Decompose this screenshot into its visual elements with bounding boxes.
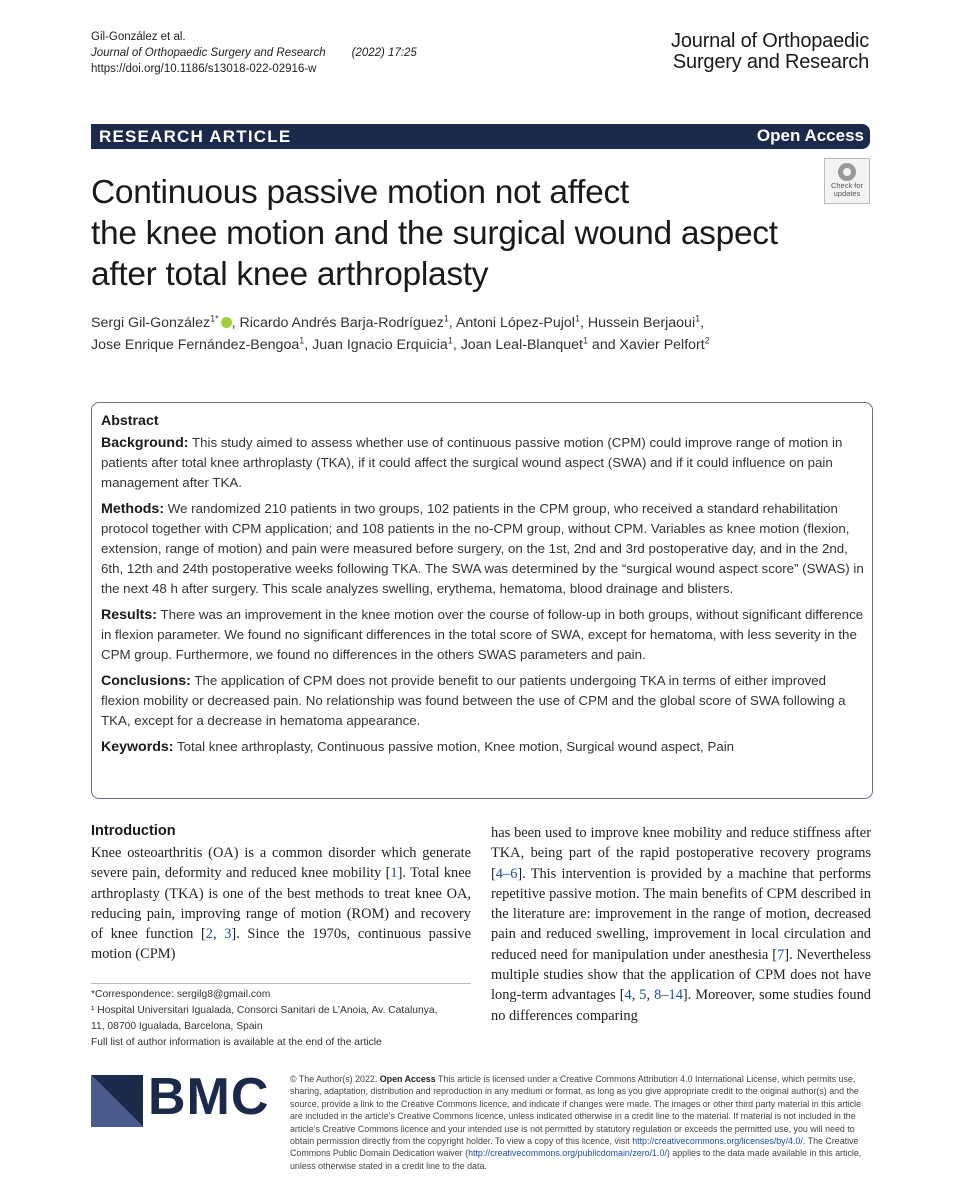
author-name[interactable]: and Xavier Pelfort xyxy=(587,337,705,353)
check-updates-line2: updates xyxy=(833,189,861,198)
author-name[interactable]: Jose Enrique Fernández-Bengoa xyxy=(91,337,300,353)
citation-link[interactable]: 1 xyxy=(390,865,398,882)
license-link[interactable]: http://creativecommons.org/licenses/by/4.0/ xyxy=(632,1136,803,1147)
author-affil-sup: 1 xyxy=(695,313,701,324)
intro-text: ]. This intervention is provided by a machine that performs repetitive passive motion. The main benefits of CPM described in the literature are: improvement in the range of motion, decreased pain and reduced swelling, improvement in local circulation and reduced need for manipulation under anesthesia [ xyxy=(491,865,871,963)
title-line1: Continuous passive motion not affect xyxy=(91,174,629,211)
citation-link[interactable]: 4–6 xyxy=(495,865,518,882)
correspondence[interactable]: *Correspondence: sergilg8@gmail.com xyxy=(91,989,271,1000)
bmc-logo-icon xyxy=(91,1075,143,1127)
open-access-label: Open Access xyxy=(756,126,864,145)
license-text: ) applies to the data made available in this article, unless otherwise stated in a credit line to the data. xyxy=(290,1148,862,1171)
author-affil-sup: 1 xyxy=(443,313,449,324)
intro-text: Knee osteoarthritis (OA) is a common disorder which generate severe pain, deformity and reduced knee mobility [ xyxy=(91,845,471,882)
citation-link[interactable]: 4 xyxy=(624,987,632,1004)
orcid-icon[interactable] xyxy=(221,317,232,328)
author-affil-sup: 1 xyxy=(582,335,588,346)
abstract-background xyxy=(101,433,864,493)
author-affil-sup: 1 xyxy=(299,335,305,346)
footnote-divider xyxy=(91,983,471,984)
author-list xyxy=(91,312,871,356)
intro-text: ]. Total knee arthroplasty (TKA) is one of the best methods to treat knee OA, reducing pain, improving range of motion (ROM) and recovery of knee function [ xyxy=(91,865,471,943)
intro-column-right xyxy=(491,823,871,1026)
citation-link[interactable]: 2 xyxy=(205,926,213,943)
journal-title-line1: Journal of Orthopaedic xyxy=(671,30,869,52)
author-separator: , xyxy=(700,315,705,331)
license-text: . The Creative Commons Public Domain Dedication waiver ( xyxy=(290,1136,859,1159)
abstract-heading: Abstract xyxy=(101,413,159,429)
author-affil-sup: 1 xyxy=(574,313,580,324)
introduction-heading: Introduction xyxy=(91,823,176,839)
background-label: Background: xyxy=(101,435,189,451)
license-statement xyxy=(290,1073,875,1172)
footnotes xyxy=(91,987,471,1051)
intro-text: , xyxy=(212,926,225,943)
author-name[interactable]: Sergi Gil-González xyxy=(91,315,211,331)
affiliation-line1: ¹ Hospital Universitari Igualada, Consorci Sanitari de L’Anoia, Av. Catalunya, xyxy=(91,1005,438,1016)
author-name[interactable]: , Joan Leal-Blanquet xyxy=(452,337,583,353)
conclusions-label: Conclusions: xyxy=(101,673,191,689)
bmc-logo-text: BMC xyxy=(148,1068,270,1126)
article-title xyxy=(91,172,881,295)
abstract-box xyxy=(91,402,873,799)
affiliation-line2: 11, 08700 Igualada, Barcelona, Spain xyxy=(91,1021,263,1032)
author-affil-sup: 1* xyxy=(210,313,219,324)
citation-link[interactable]: 3 xyxy=(224,926,232,943)
methods-text: We randomized 210 patients in two groups, 102 patients in the CPM group, who received a standard rehabilitation protocol together with CPM application; and 108 patients in the no-CPM group, without CPM. Variables as knee motion (flexion, extension, range of motion) and pain were measured before surgery, on the 1st, 2nd and 3rd postoperative day, and in the 2nd, 6th, 12th and 24th postoperative weeks following TKA. The SWA was determined by the “surgical wound aspect score” (SWAS) in the next 48 h after surgery. This scale analyzes swelling, erythema, hematoma, blood drainage and blisters. xyxy=(101,501,864,596)
abstract-keywords xyxy=(101,737,864,757)
abstract-conclusions xyxy=(101,671,864,731)
author-name[interactable]: , Juan Ignacio Erquicia xyxy=(304,337,448,353)
check-updates-line1: Check for xyxy=(830,181,864,190)
background-text: This study aimed to assess whether use of continuous passive motion (CPM) could improve range of motion in patients after total knee arthroplasty (TKA), if it could affect the surgical wound aspect (SWA) and if it could influence on pain management after TKA. xyxy=(101,435,843,490)
keywords-label: Keywords: xyxy=(101,739,174,755)
journal-title xyxy=(671,31,869,73)
full-author-list-note: Full list of author information is available at the end of the article xyxy=(91,1037,382,1048)
intro-text: , xyxy=(646,987,655,1004)
abstract-results xyxy=(101,605,864,665)
abstract-methods xyxy=(101,499,864,599)
title-line2: the knee motion and the surgical wound aspect xyxy=(91,215,778,252)
intro-text: ]. Nevertheless multiple studies show that the application of CPM does not have long-term advantages [ xyxy=(491,946,872,1004)
author-affil-sup: 1 xyxy=(447,335,453,346)
article-type-banner xyxy=(91,124,870,149)
publicdomain-link[interactable]: http://creativecommons.org/publicdomain/zero/1.0/ xyxy=(468,1148,667,1159)
header-authors: Gil-González et al. xyxy=(91,31,186,43)
results-text: There was an improvement in the knee motion over the course of follow-up in both groups, without significant difference in flexion parameter. We found no significant differences in the total score of SWA, except for hematoma, with less severity in the CPM group. Furthermore, we found no differences in the others SWAS parameters and pain. xyxy=(101,607,864,662)
header-journal: Journal of Orthopaedic Surgery and Research xyxy=(91,47,326,59)
intro-text: has been used to improve knee mobility and reduce stiffness after TKA, being part of the rapid postoperative recovery programs [ xyxy=(491,825,871,882)
author-name[interactable]: , Antoni López-Pujol xyxy=(448,315,575,331)
journal-title-line2: Surgery and Research xyxy=(672,51,869,73)
header-volume: (2022) 17:25 xyxy=(351,47,417,59)
intro-text: ]. Since the 1970s, continuous passive motion (CPM) xyxy=(91,926,471,963)
methods-label: Methods: xyxy=(101,501,165,517)
intro-text: , xyxy=(631,987,640,1004)
citation-link[interactable]: 7 xyxy=(777,946,785,963)
intro-column-left xyxy=(91,843,471,965)
author-affil-sup: 2 xyxy=(704,335,710,346)
license-open-access: Open Access xyxy=(379,1074,436,1084)
author-name[interactable]: , Ricardo Andrés Barja-Rodríguez xyxy=(231,315,444,331)
license-text: This article is licensed under a Creative Commons Attribution 4.0 International License, which permits use, sharing, adaptation, distribution and reproduction in any medium or format, as long as you give appropriate credit to the original author(s) and the source, provide a link to the Creative Commons licence, and indicate if changes were made. The images or other third party material in this article are included in the article’s Creative Commons licence, unless indicated otherwise in a credit line to the material. If material is not included in the article’s Creative Commons licence and your intended use is not permitted by statutory regulation or exceeds the permitted use, you will need to obtain permission directly from the copyright holder. To view a copy of this licence, visit xyxy=(290,1074,862,1147)
citation-link[interactable]: 8–14 xyxy=(654,987,683,1004)
running-header xyxy=(91,29,417,77)
conclusions-text: The application of CPM does not provide benefit to our patients undergoing TKA in terms of either improved flexion mobility or decreased pain. No relationship was found between the use of CPM and the global score of SWA following a TKA, except for a decrease in hematoma appearance. xyxy=(101,673,846,728)
author-name[interactable]: , Hussein Berjaoui xyxy=(579,315,696,331)
copyright: © The Author(s) 2022. xyxy=(290,1074,378,1084)
header-doi-link[interactable]: https://doi.org/10.1186/s13018-022-02916-w xyxy=(91,63,317,75)
citation-link[interactable]: 5 xyxy=(639,987,647,1004)
keywords-text: Total knee arthroplasty, Continuous passive motion, Knee motion, Surgical wound aspect, Pain xyxy=(177,739,735,754)
results-label: Results: xyxy=(101,607,157,623)
article-type-label: RESEARCH ARTICLE xyxy=(99,127,292,146)
intro-text: ]. Moreover, some studies found no differences comparing xyxy=(491,987,871,1024)
title-line3: after total knee arthroplasty xyxy=(91,256,489,293)
